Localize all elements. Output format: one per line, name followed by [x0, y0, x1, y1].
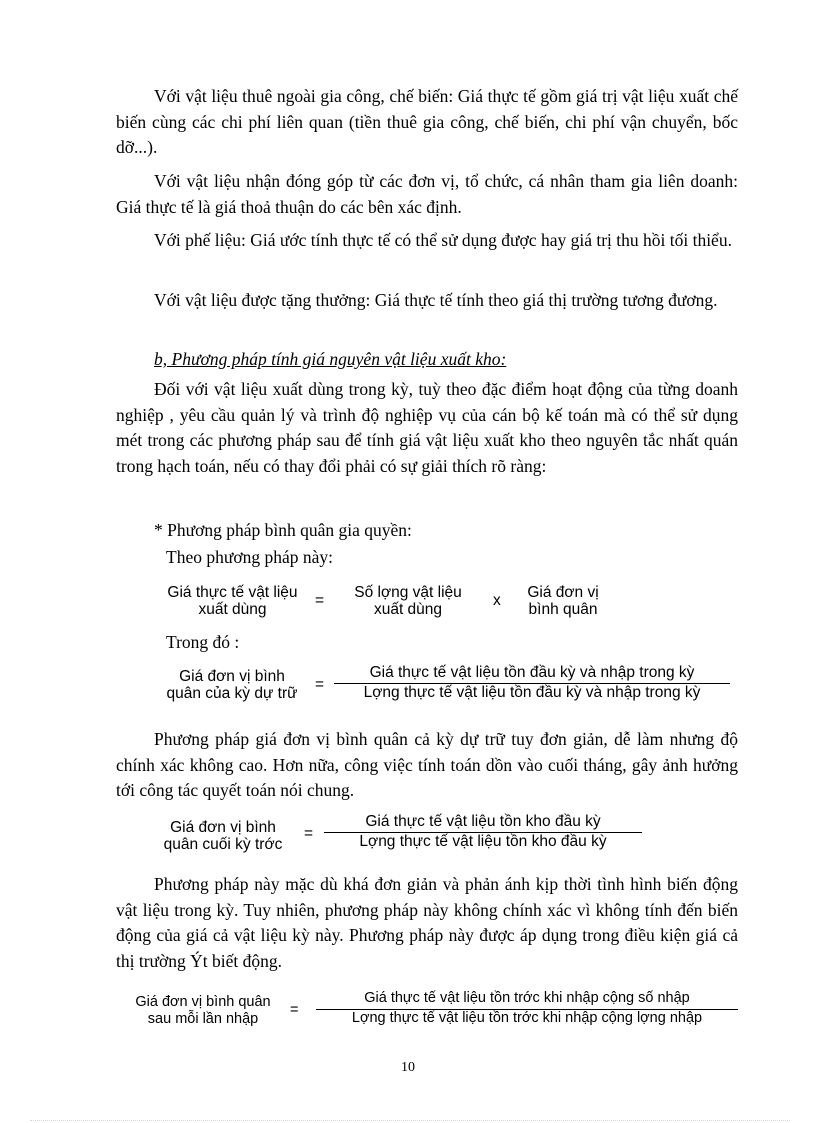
page-border-dotted	[30, 1120, 790, 1121]
page-number: 10	[401, 1060, 415, 1075]
formula3-equals: =	[304, 825, 314, 842]
paragraph-contributed-materials: Với vật liệu nhận đóng góp từ các đơn vị, tổ chức, cá nhân tham gia liên doanh: Giá thực tế là giá thoả thuận do các bên xác định.	[116, 171, 738, 217]
formula-actual-cost	[150, 584, 630, 624]
paragraph-outsourced-materials: Với vật liệu thuê ngoài gia công, chế biến: Giá thực tế gồm giá trị vật liệu xuất chế biến cùng các chi phí liên quan (tiền thuê gia công, chế biến, chi phí vận chuyển, bốc dỡ...).	[116, 86, 738, 157]
formula4-equals: =	[290, 1002, 299, 1018]
formula2-denominator: Lợng thực tế vật liệu tồn đầu kỳ và nhập trong kỳ	[363, 684, 701, 701]
formula3-denominator: Lợng thực tế vật liệu tồn kho đầu kỳ	[359, 833, 607, 850]
formula4-numerator: Giá thực tế vật liệu tồn trớc khi nhập cộng số nhập	[364, 990, 690, 1006]
paragraph-export-methods: Đối với vật liệu xuất dùng trong kỳ, tuỳ theo đặc điểm hoạt động của từng doanh nghiệp , yêu cầu quản lý và trình độ nghiệp vụ của cán bộ kế toán mà có thể sử dụng mét trong các phương pháp sau để tính giá vật liệu xuất kho theo nguyên tắc nhất quán trong hạch toán, nếu có thay đổi phải có sự giải thích rõ ràng:	[116, 379, 738, 476]
formula3-numerator: Giá thực tế vật liệu tồn kho đầu kỳ	[365, 813, 601, 830]
formula1-quantity: Số lợng vật liệu xuất dùng	[354, 584, 462, 618]
formula2-numerator: Giá thực tế vật liệu tồn đầu kỳ và nhập trong kỳ	[369, 664, 695, 681]
method-title: * Phương pháp bình quân gia quyền:	[154, 520, 412, 540]
formula-after-each-receipt	[124, 990, 744, 1030]
formula4-lhs: Giá đơn vị bình quân sau mỗi lần nhập	[135, 994, 271, 1027]
paragraph-period-average-note: Phương pháp giá đơn vị bình quân cả kỳ dự trữ tuy đơn giản, dễ làm nhưng độ chính xác không cao. Hơn nữa, công việc tính toán dồn vào cuối tháng, gây ảnh hưởng tới công tác quyết toán nói chung.	[116, 729, 738, 800]
formula1-lhs: Giá thực tế vật liệu xuất dùng	[167, 584, 298, 618]
formula-period-average	[156, 664, 736, 704]
paragraph-gifted-materials: Với vật liệu được tặng thưởng: Giá thực tế tính theo giá thị trường tương đương.	[154, 290, 718, 310]
formula3-lhs: Giá đơn vị bình quân cuối kỳ trớc	[163, 819, 283, 853]
formula2-equals: =	[315, 676, 325, 693]
paragraph-scrap: Với phế liệu: Giá ước tính thực tế có thể sử dụng được hay giá trị thu hồi tối thiểu.	[154, 230, 732, 250]
where-label: Trong đó :	[166, 632, 240, 652]
formula4-denominator: Lợng thực tế vật liệu tồn trớc khi nhập cộng lợng nhập	[351, 1010, 703, 1026]
section-heading-b: b, Phương pháp tính giá nguyên vật liệu xuất kho:	[154, 349, 507, 369]
formula1-times: x	[493, 592, 501, 609]
formula1-equals: =	[315, 592, 325, 609]
formula1-unit-price: Giá đơn vị bình quân	[527, 584, 599, 618]
method-intro: Theo phương pháp này:	[166, 547, 333, 567]
paragraph-method-evaluation: Phương pháp này mặc dù khá đơn giản và phản ánh kịp thời tình hình biến động vật liệu trong kỳ. Tuy nhiên, phương pháp này không chính xác vì không tính đến biến động của giá cả vật liệu kỳ này. Phương pháp này được áp dụng trong điều kiện giá cả thị trường Ýt biết động.	[116, 874, 738, 971]
formula2-lhs: Giá đơn vị bình quân của kỳ dự trữ	[166, 668, 298, 702]
formula-prior-period	[148, 813, 648, 853]
